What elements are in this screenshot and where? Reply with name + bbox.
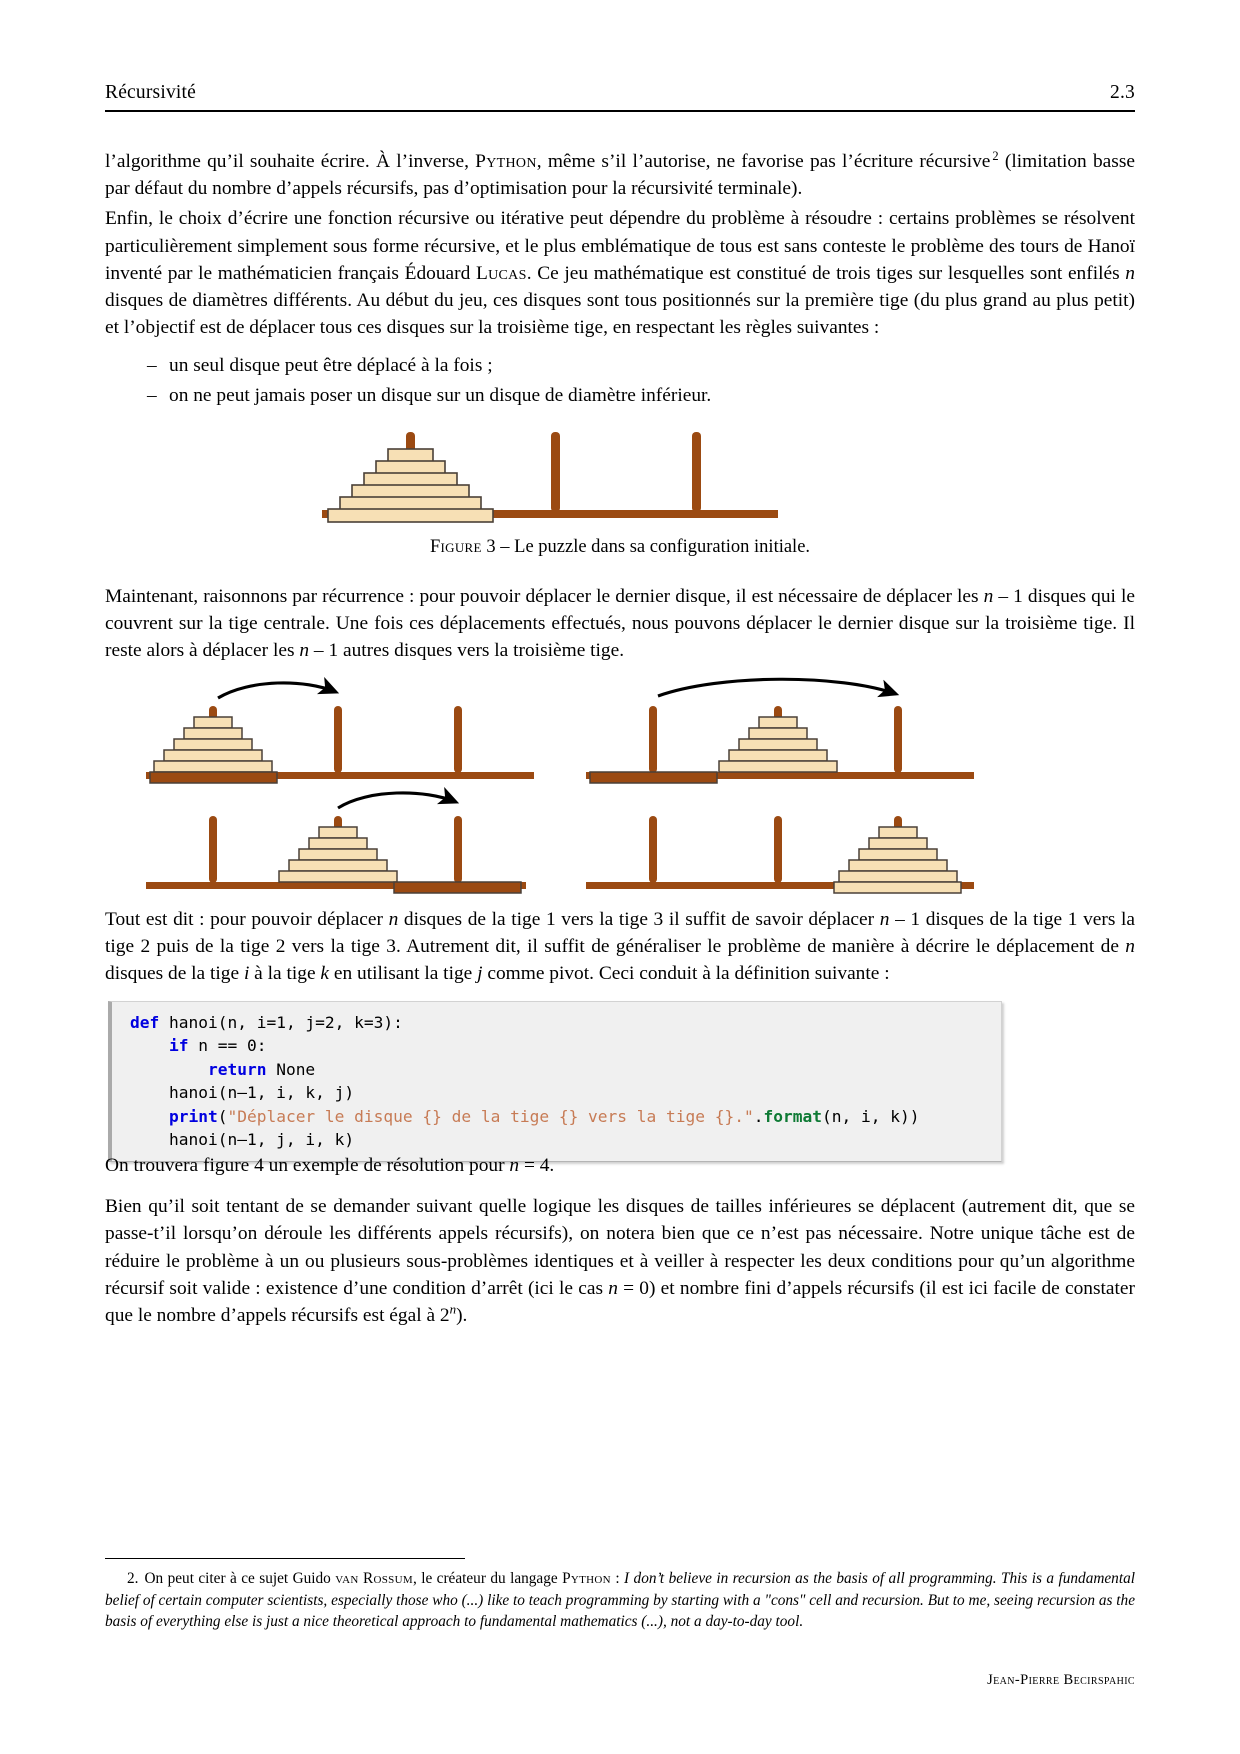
- panel-br-disk-3: [859, 849, 937, 860]
- running-head: [105, 82, 1135, 104]
- paragraph-1: [105, 148, 1135, 202]
- footnote-van-smallcaps: van: [335, 1570, 359, 1587]
- list-dash: –: [147, 355, 157, 377]
- panel-bl-peg-1: [209, 816, 217, 883]
- p4-text-e: à la tige: [249, 963, 321, 985]
- panel-br-peg-1: [649, 816, 657, 883]
- hanoi-disk-2: [376, 461, 445, 474]
- panel-bl-peg-3: [454, 816, 462, 883]
- list-item-label: on ne peut jamais poser un disque sur un disque de diamètre inférieur.: [169, 385, 712, 407]
- p1-text-a: l’algorithme qu’il souhaite écrire. À l’inverse,: [105, 151, 476, 172]
- p3-var-n2: n: [299, 640, 310, 662]
- footnote-block: [105, 1568, 1135, 1633]
- code-call-1: hanoi(n–1, i, k, j): [130, 1083, 355, 1103]
- p5-var-n: n: [509, 1155, 520, 1176]
- panel-bl-disk-2: [309, 838, 367, 849]
- p3-text-a: Maintenant, raisonnons par récurrence : pour pouvoir déplacer le dernier disque, il est nécessaire de déplacer les: [105, 586, 984, 607]
- p1-text-c: (limitation basse par défaut du nombre d’appels récursifs, pas d’optimisation pour la récursivité terminale).: [105, 151, 1135, 200]
- p4-var-j: j: [477, 963, 483, 985]
- p4-text-f: en utilisant la tige: [329, 963, 478, 985]
- p6-text-a: Bien qu’il soit tentant de se demander suivant quelle logique les disques de tailles inférieures se déplacent (autrement dit, que se passe-t’il lorsqu’on déroule les différents appels récursifs), on notera bien que ce n’est pas nécessaire. Notre unique tâche est de réduire le problème à un ou plusieurs sous-problèmes identiques et à veiller à respecter les deux conditions pour qu’un algorithme récursif soit valide : existence d’une condition d’arrêt (ici le cas: [105, 1196, 1135, 1299]
- body-text-3: [105, 906, 1135, 991]
- footnote-rossum-smallcaps: Rossum: [363, 1570, 413, 1587]
- footnote-marker-2[interactable]: 2: [992, 148, 999, 163]
- panel-tl-peg-2: [334, 706, 342, 773]
- hanoi-peg-3: [692, 432, 701, 512]
- panel-bl-disk-1: [319, 827, 357, 838]
- p4-var-n3: n: [1125, 936, 1135, 958]
- code-signature: hanoi(n, i=1, j=2, k=3):: [159, 1013, 403, 1032]
- panel-top-right: [586, 679, 974, 783]
- list-item-label: un seul disque peut être déplacé à la fois ;: [169, 355, 493, 377]
- code-dot: .: [753, 1106, 764, 1126]
- panel-br-disk-4: [849, 860, 947, 871]
- panel-bl-disk-4: [289, 860, 387, 871]
- panel-tr-disk-1: [759, 717, 797, 728]
- p6-var-n: n: [608, 1277, 618, 1299]
- panel-tr-disk-3: [739, 739, 817, 750]
- p2-var-n: n: [1125, 262, 1135, 284]
- panel-br-disk-1: [879, 827, 917, 838]
- figure-4-illustration: [0, 672, 1240, 904]
- p5-text-a: On trouvera figure 4 un exemple de résolution pour: [105, 1155, 510, 1176]
- panel-tr-peg-3: [894, 706, 902, 773]
- hanoi-peg-2: [551, 432, 560, 512]
- p3-text-b: – 1 disques qui le couvrent sur la tige centrale. Une fois ces déplacements effectués, nous pouvons déplacer le dernier disque sur la troisième tige. Il reste alors à déplacer les: [105, 586, 1135, 662]
- p6-text-b: = 0) et nombre fini d’appels récursifs (il est ici facile de constater que le nombre d’appels récursifs est égal à 2: [105, 1277, 1135, 1327]
- figure-3-caption: [105, 537, 1135, 558]
- figure-3-illustration: [0, 424, 1240, 524]
- p4-text-b: disques de la tige 1 vers la tige 3 il suffit de savoir déplacer: [398, 909, 880, 930]
- footnote-text-3: :: [610, 1570, 625, 1587]
- panel-bl-base-left: [146, 882, 291, 889]
- footnote-separator-rule: [105, 1558, 465, 1559]
- paragraph-2: [105, 205, 1135, 341]
- panel-br-disk-5: [839, 871, 957, 882]
- panel-tl-bottom-disk: [150, 772, 277, 783]
- python-code-block[interactable]: [108, 1001, 1002, 1162]
- paragraph-6: [105, 1193, 1135, 1329]
- code-indent-1: [130, 1036, 169, 1055]
- figure-label: Figure: [429, 537, 482, 557]
- p1-python-smallcaps: Python: [475, 151, 537, 172]
- figure-caption-text: Le puzzle dans sa configuration initiale.: [514, 537, 811, 557]
- panel-tr-arrow: [658, 679, 896, 696]
- running-head-title: Récursivité: [105, 82, 197, 103]
- panel-tr-disk-4: [729, 750, 827, 761]
- p4-var-i: i: [243, 963, 250, 985]
- code-indent-3: [130, 1107, 169, 1126]
- panel-tr-peg-1: [649, 706, 657, 773]
- footnote-quote: I don’t believe in recursion as the basis of all programming. This is a fundamental belief of certain computer scientists, especially those who (...) like to teach programming by starting with a "cons" cell and recursion. But to me, seeing recursion as the basis of everything else is just a nice theoretical approach to fundamental mathematics (...), not a day-to-day tool.: [105, 1570, 1135, 1631]
- hanoi-disk-3: [364, 473, 457, 486]
- panel-bl-disk-3: [299, 849, 377, 860]
- figure-number: 3: [486, 537, 496, 557]
- header-rule: [105, 110, 1135, 112]
- footnote-number: 2.: [127, 1570, 139, 1587]
- p4-text-c: – 1 disques de la tige 1 vers la tige 2 puis de la tige 2 vers la tige 3. Autrement dit, il suffit de généraliser le problème de manière à décrire le déplacement de: [105, 909, 1136, 958]
- hanoi-disk-4: [352, 485, 469, 498]
- p2-text-c: disques de diamètres différents. Au début du jeu, ces disques sont tous positionnés sur la première tige (du plus grand au plus petit) et l’objectif est de déplacer tous ces disques sur la troisième tige, en respectant les règles suivantes :: [105, 290, 1135, 339]
- p4-text-g: comme pivot. Ceci conduit à la définition suivante :: [482, 963, 890, 985]
- hanoi-disk-6: [328, 509, 493, 522]
- hanoi-disk-5: [340, 497, 481, 510]
- rules-list: [105, 351, 1135, 411]
- body-text-4: [105, 1152, 1135, 1332]
- hanoi-recursion-svg: [0, 672, 1240, 904]
- running-head-section: 2.3: [1110, 82, 1135, 103]
- p1-text-b: , même s’il l’autorise, ne favorise pas l’écriture récursive: [536, 151, 991, 172]
- panel-tr-bottom-disk: [590, 772, 717, 783]
- code-kw-return: return: [207, 1059, 267, 1079]
- code-call-2: hanoi(n–1, j, i, k): [130, 1130, 355, 1150]
- figure-caption-separator: –: [500, 537, 510, 557]
- footnote-text-2: , le créateur du langage: [412, 1570, 563, 1587]
- panel-tl-disk-4: [164, 750, 262, 761]
- p3-text-c: – 1 autres disques vers la troisième tige.: [309, 640, 625, 662]
- panel-br-peg-2: [774, 816, 782, 883]
- panel-bl-disk-5: [279, 871, 397, 882]
- code-kw-if: if: [168, 1036, 189, 1056]
- list-item: [147, 351, 1135, 381]
- list-dash: –: [147, 385, 157, 407]
- code-paren-open: (: [217, 1106, 228, 1126]
- hanoi-disk-stack-peg1: [328, 449, 493, 522]
- panel-tl-disk-1: [194, 717, 232, 728]
- code-indent-2: [130, 1060, 208, 1079]
- panel-tl-peg-3: [454, 706, 462, 773]
- code-string-literal: "Déplacer le disque {} de la tige {} vers la tige {}.": [227, 1106, 754, 1126]
- hanoi-disk-1: [388, 449, 433, 462]
- p3-var-n1: n: [983, 586, 994, 607]
- panel-bottom-right: [586, 816, 974, 893]
- p2-text-b: . Ce jeu mathématique est constitué de trois tiges sur lesquelles sont enfilés: [526, 262, 1126, 284]
- panel-bl-arrow: [338, 793, 456, 808]
- list-item: [147, 381, 1135, 411]
- p2-text-a: Enfin, le choix d’écrire une fonction récursive ou itérative peut dépendre du problème à résoudre : certains problèmes se résolvent particulièrement simplement sous forme récursive, et le plus emblématique de tous est sans conteste le problème des tours de Hanoï inventé par le mathématicien français Édouard: [105, 208, 1135, 284]
- p6-exponent-n: n: [449, 1301, 457, 1317]
- code-condition: n == 0:: [188, 1036, 267, 1056]
- code-kw-print: print: [168, 1106, 218, 1126]
- panel-br-disk-6: [834, 882, 961, 893]
- code-kw-def: def: [130, 1013, 160, 1032]
- panel-tr-disk-5: [719, 761, 837, 772]
- panel-bl-bottom-disk: [394, 882, 521, 893]
- code-return-value: None: [266, 1059, 316, 1079]
- panel-tl-disk-5: [154, 761, 272, 772]
- p6-text-c: ).: [456, 1305, 468, 1327]
- p4-var-k: k: [320, 963, 330, 985]
- panel-bottom-left: [146, 793, 526, 893]
- body-text-2: [105, 583, 1135, 668]
- paragraph-3: [105, 583, 1135, 665]
- p4-text-a: Tout est dit : pour pouvoir déplacer: [105, 909, 389, 930]
- p5-text-b: = 4.: [519, 1155, 555, 1176]
- code-block-wrapper: [108, 1001, 1002, 1162]
- code-format-args: (n, i, k)): [821, 1106, 920, 1126]
- body-text: [105, 148, 1135, 411]
- p4-var-n1: n: [388, 909, 399, 930]
- p4-var-n2: n: [879, 909, 890, 930]
- panel-tl-disk-3: [174, 739, 252, 750]
- panel-tl-arrow: [218, 683, 336, 698]
- paragraph-4: [105, 906, 1135, 988]
- panel-tl-disk-2: [184, 728, 242, 739]
- paragraph-5: [105, 1152, 1135, 1179]
- panel-br-disk-2: [869, 838, 927, 849]
- panel-top-left: [146, 683, 534, 783]
- colophon-author: Jean-Pierre Becirspahic: [987, 1672, 1135, 1688]
- footnote-text-1: On peut citer à ce sujet Guido: [144, 1570, 336, 1587]
- code-method-format: format: [763, 1106, 822, 1126]
- p2-lucas-smallcaps: Lucas: [475, 262, 527, 284]
- footnote-python-smallcaps: Python: [562, 1570, 611, 1587]
- hanoi-initial-svg: [0, 424, 1240, 524]
- panel-tr-disk-2: [749, 728, 807, 739]
- p4-text-d: disques de la tige: [105, 963, 244, 985]
